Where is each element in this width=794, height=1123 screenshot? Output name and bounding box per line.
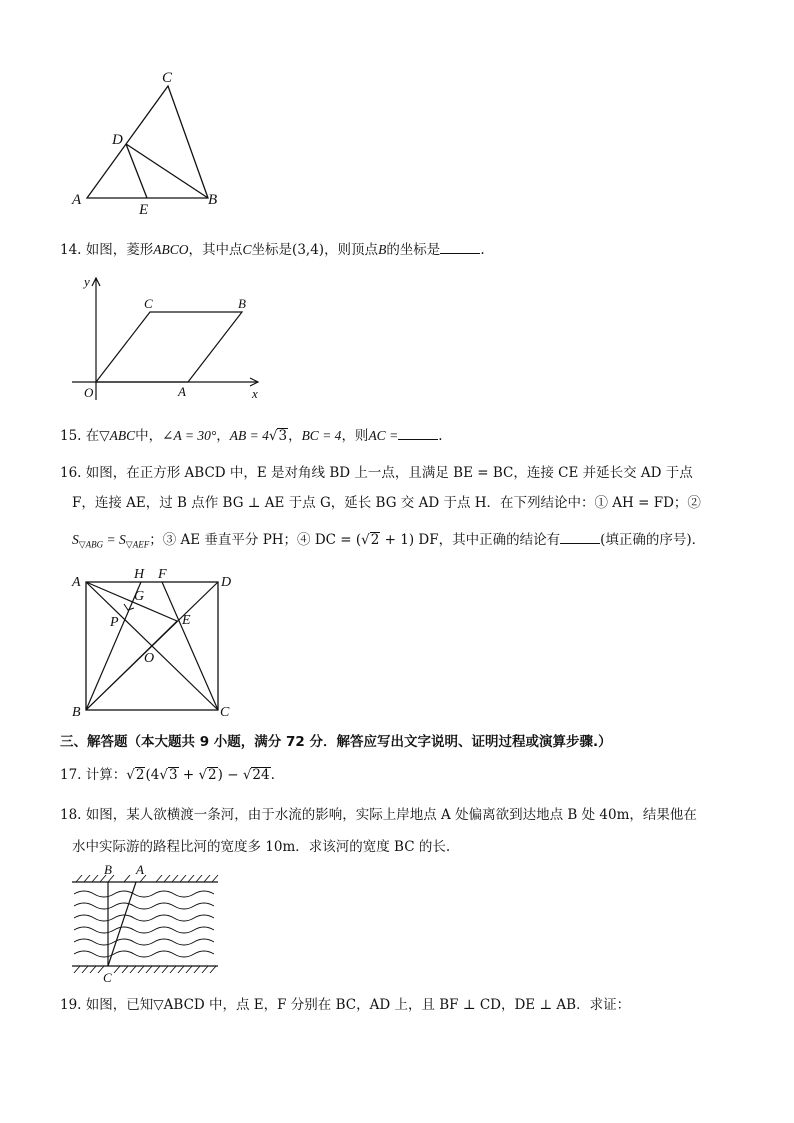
label-e: E (139, 202, 149, 218)
question-14: 14. 如图，菱形ABCO，其中点C坐标是(3,4)，则顶点B的坐标是 . (60, 242, 485, 258)
water-waves (74, 891, 214, 957)
question-17: 17. 计算：√2(4√3 + √2) − √24. (60, 767, 275, 783)
question-16-line-2: F，连接 AE，过 B 点作 BG ⊥ AE 于点 G，延长 BG 交 AD 于点 H．在下列结论中：① AH = FD；② (72, 495, 701, 511)
question-18-line-2: 水中实际游的路程比河的宽度多 10m．求该河的宽度 BC 的长. (72, 839, 451, 855)
question-15: 15. 在▽ABC中，∠A = 30°，AB = 4√3，BC = 4，则AC = . (60, 428, 443, 444)
triangle-abc (87, 86, 208, 198)
answer-blank (398, 426, 438, 440)
rhombus-abco (96, 312, 242, 382)
label-x: x (252, 386, 258, 401)
label-o: O (84, 385, 94, 400)
question-18-line-1: 18. 如图，某人欲横渡一条河，由于水流的影响，实际上岸地点 A 处偏离欲到达地点 B 处 40m，结果他在 (60, 807, 697, 823)
segment-ae (86, 582, 177, 621)
label-c: C (220, 705, 230, 720)
lower-hatch (74, 966, 216, 973)
segment-bh (86, 582, 141, 710)
label-a: A (72, 192, 82, 208)
label-h: H (134, 567, 145, 582)
answer-blank (440, 240, 480, 254)
segment-be (86, 621, 177, 710)
label-y: y (84, 274, 90, 289)
label-a: A (72, 575, 81, 590)
label-d: D (221, 575, 232, 590)
question-19-line-1: 19. 如图，已知▽ABCD 中，点 E，F 分别在 BC，AD 上，且 BF ⊥ CD，DE ⊥ AB．求证： (60, 997, 631, 1013)
label-o: O (144, 651, 155, 666)
figure-q13-triangle (60, 62, 230, 222)
label-a: A (178, 384, 186, 399)
label-a: A (136, 862, 144, 877)
figure-q18-river (66, 862, 226, 984)
label-b: B (104, 862, 112, 877)
figure-q14-rhombus (62, 270, 272, 410)
label-b: B (208, 192, 218, 208)
question-16-line-3: $S_{▽ABG} = S_{▽AEF}$；③ AE 垂直平分 PH；④ DC = (√2 + 1) DF，其中正确的结论有 (填正确的序号)． (72, 532, 706, 550)
figure-q16-square (66, 566, 246, 724)
segment-de (126, 144, 147, 198)
label-c: C (162, 70, 173, 86)
segment-db (126, 144, 208, 198)
question-16-line-1: 16. 如图，在正方形 ABCD 中，E 是对角线 BD 上一点，且满足 BE = BC，连接 CE 并延长交 AD 于点 (60, 465, 693, 481)
label-e: E (182, 613, 191, 628)
label-b: B (72, 705, 81, 720)
label-f: F (158, 567, 167, 582)
section-3-heading: 三、解答题（本大题共 9 小题，满分 72 分．解答应写出文字说明、证明过程或演算步骤.） (60, 734, 612, 750)
answer-blank (560, 530, 600, 544)
label-c: C (103, 970, 112, 984)
label-d: D (112, 132, 123, 148)
label-g: G (134, 589, 145, 604)
upper-hatch (76, 875, 218, 882)
label-p: P (110, 615, 119, 630)
label-c: C (144, 296, 153, 311)
label-b: B (238, 296, 246, 311)
segment-cf (162, 582, 218, 710)
